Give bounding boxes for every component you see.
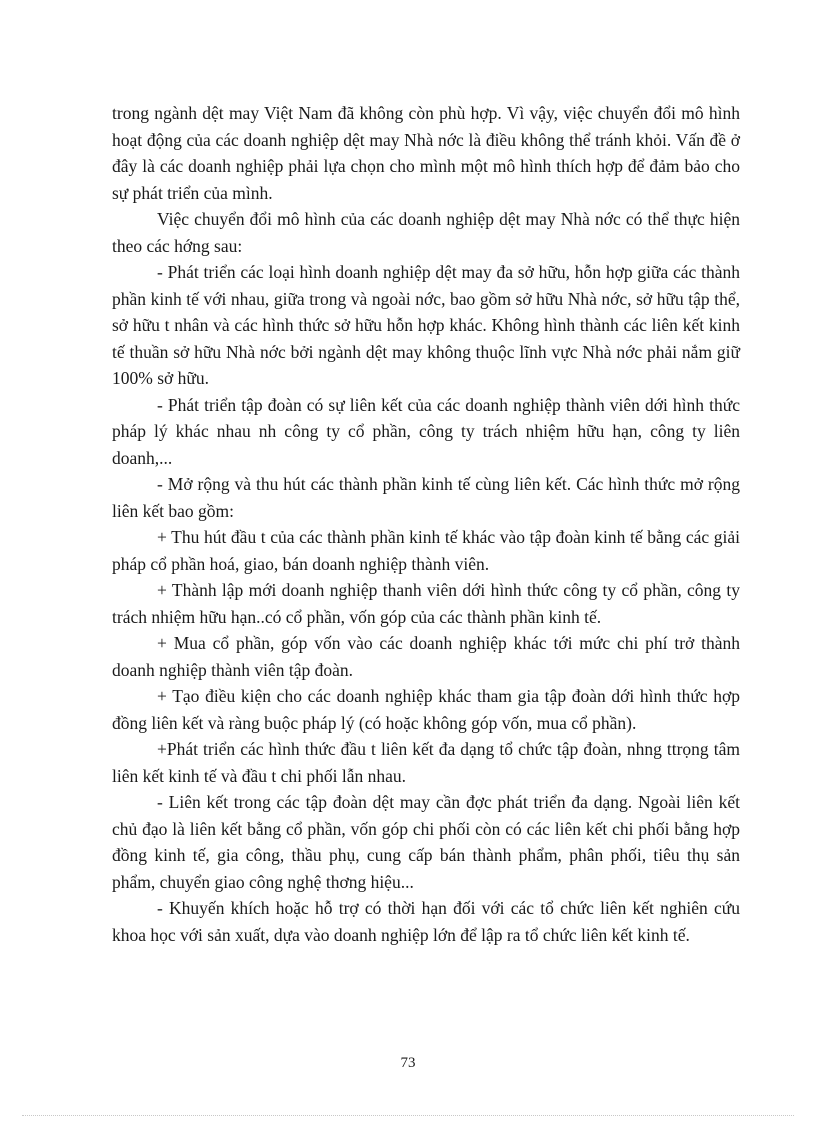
document-body <box>112 100 740 948</box>
paragraph-establish-new: + Thành lập mới doanh nghiệp thanh viên dới hình thức công ty cổ phần, công ty trách nhiệm hữu hạn..có cổ phần, vốn góp của các thành phần kinh tế. <box>112 580 740 627</box>
page-number: 73 <box>400 1055 416 1071</box>
paragraph-buy-shares: + Mua cổ phần, góp vốn vào các doanh nghiệp khác tới mức chi phí trở thành doanh nghiệp thành viên tập đoàn. <box>112 633 740 680</box>
paragraph-diverse-investment: +Phát triển các hình thức đầu t liên kết đa dạng tổ chức tập đoàn, nhng ttrọng tâm liên kết kinh tế và đầu t chi phối lẫn nhau. <box>112 739 740 786</box>
paragraph-diverse-linkage: - Liên kết trong các tập đoàn dệt may cần đợc phát triển đa dạng. Ngoài liên kết chủ đạo là liên kết bằng cổ phần, vốn góp chi phối còn có các liên kết chi phối bằng hợp đồng kinh tế, gia công, thầu phụ, cung cấp bán thành phẩm, phân phối, tiêu thụ sản phẩm, chuyển giao công nghệ thơng hiệu... <box>112 792 740 892</box>
paragraph-expand-attract: - Mở rộng và thu hút các thành phần kinh tế cùng liên kết. Các hình thức mở rộng liên kết bao gồm: <box>112 474 740 521</box>
paragraph-research-support: - Khuyến khích hoặc hỗ trợ có thời hạn đối với các tổ chức liên kết nghiên cứu khoa học với sản xuất, dựa vào doanh nghiệp lớn để lập ra tổ chức liên kết kinh tế. <box>112 898 740 945</box>
paragraph-multi-ownership: - Phát triển các loại hình doanh nghiệp dệt may đa sở hữu, hỗn hợp giữa các thành phần kinh tế với nhau, giữa trong và ngoài nớc, bao gồm sở hữu Nhà nớc, sở hữu tập thể, sở hữu t nhân và các hình thức sở hữu hỗn hợp khác. Không hình thành các liên kết kinh tế thuần sở hữu Nhà nớc bởi ngành dệt may không thuộc lĩnh vực Nhà nớc phải nắm giữ 100% sở hữu. <box>112 262 740 388</box>
paragraph-attract-investment: + Thu hút đầu t của các thành phần kinh tế khác vào tập đoàn kinh tế bằng các giải pháp cổ phần hoá, giao, bán doanh nghiệp thành viên. <box>112 527 740 574</box>
page-bottom-border <box>22 1115 794 1116</box>
paragraph-conversion-directions: Việc chuyển đổi mô hình của các doanh nghiệp dệt may Nhà nớc có thể thực hiện theo các hớng sau: <box>112 209 740 256</box>
paragraph-group-development: - Phát triển tập đoàn có sự liên kết của các doanh nghiệp thành viên dới hình thức pháp lý khác nhau nh công ty cổ phần, công ty trách nhiệm hữu hạn, công ty liên doanh,... <box>112 394 740 468</box>
paragraph-intro-continuation: trong ngành dệt may Việt Nam đã không còn phù hợp. Vì vậy, việc chuyển đổi mô hình hoạt động của các doanh nghiệp dệt may Nhà nớc là điều không thể tránh khỏi. Vấn đề ở đây là các doanh nghiệp phải lựa chọn cho mình một mô hình thích hợp để đảm bảo cho sự phát triển của mình. <box>112 103 740 203</box>
paragraph-create-conditions: + Tạo điều kiện cho các doanh nghiệp khác tham gia tập đoàn dới hình thức hợp đồng liên kết và ràng buộc pháp lý (có hoặc không góp vốn, mua cổ phần). <box>112 686 740 733</box>
